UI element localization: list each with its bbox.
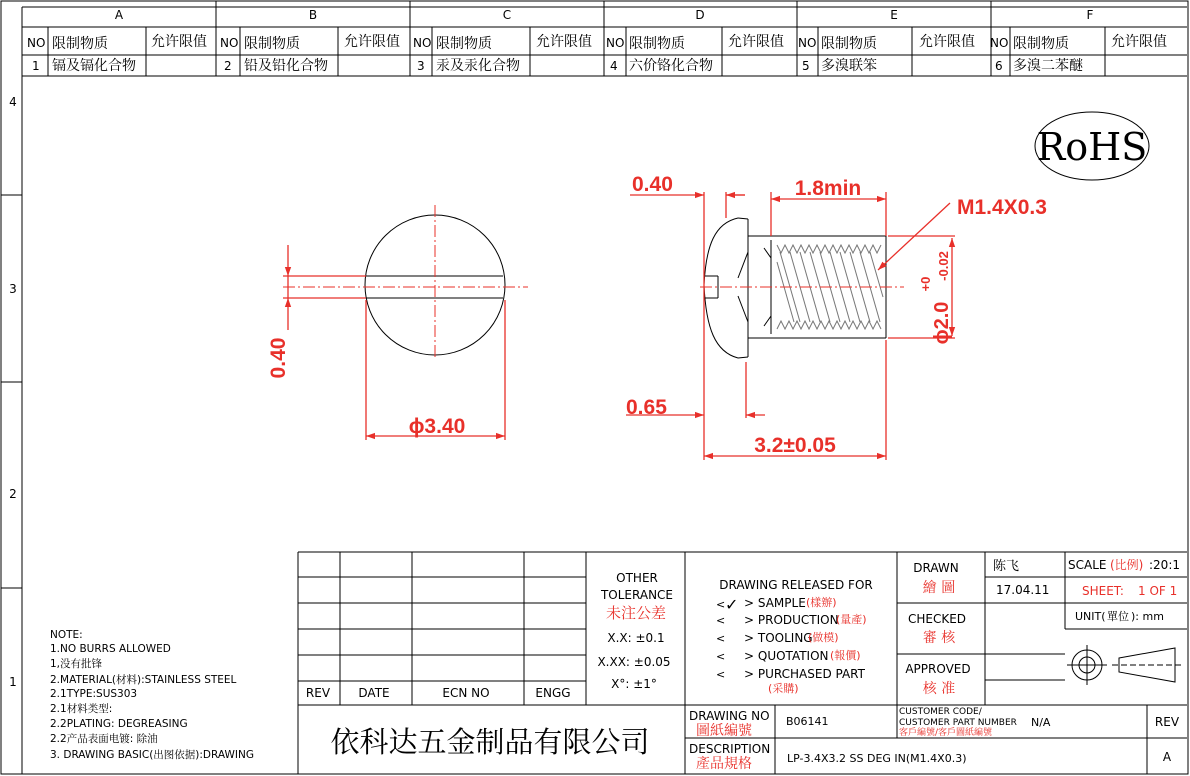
- header-limit-1: 允许限值: [151, 34, 207, 50]
- dim-shank-diameter: ϕ2.0: [931, 301, 953, 345]
- row-no-2: 2: [224, 59, 232, 73]
- rohs-label: RoHS: [1036, 125, 1148, 169]
- row-no-1: 1: [32, 59, 40, 73]
- header-substance-2: 限制物质: [244, 36, 300, 52]
- approved-label: APPROVED: [905, 662, 971, 676]
- release-purchased: [716, 667, 866, 695]
- rohs-mark: [1035, 112, 1149, 180]
- zone-col-f: F: [1086, 8, 1094, 22]
- drawing-no-cn: 圖紙編號: [696, 723, 752, 739]
- row-no-5: 5: [802, 59, 810, 73]
- header-substance-5: 限制物质: [821, 36, 877, 52]
- scale-cn: (比例): [1110, 558, 1144, 572]
- restricted-substances-table: [22, 7, 1187, 76]
- zone-row-3: 3: [9, 282, 17, 296]
- customer-line-2: CUSTOMER PART NUMBER: [899, 718, 1017, 728]
- note-0: NOTE:: [50, 629, 83, 641]
- note-2: 1,没有批锋: [50, 658, 103, 670]
- drawing-no-label: DRAWING NO: [689, 709, 770, 723]
- zone-col-d: D: [695, 8, 705, 22]
- release-title: DRAWING RELEASED FOR: [719, 578, 873, 592]
- row-no-6: 6: [995, 59, 1003, 73]
- tolerance-xx: X.X: ±0.1: [607, 631, 665, 645]
- release-cn: (采購): [768, 682, 799, 695]
- customer-line-1: CUSTOMER CODE/: [899, 707, 982, 717]
- dim-head-height: 0.40: [632, 173, 673, 196]
- note-5: 2.1材料类型:: [50, 703, 113, 715]
- header-substance-6: 限制物质: [1013, 36, 1069, 52]
- release-quotation: [716, 648, 861, 663]
- description-value: LP-3.4X3.2 SS DEG IN(M1.4X0.3): [787, 752, 967, 765]
- description-label: DESCRIPTION: [689, 742, 771, 756]
- release-cn: (樣辦): [806, 596, 837, 609]
- tolerance-title-1: OTHER: [616, 571, 658, 585]
- header-no-1: NO: [27, 36, 46, 50]
- notes: [50, 629, 254, 761]
- drawn-date: 17.04.11: [996, 583, 1050, 597]
- release-label: > PURCHASED PART: [744, 667, 865, 681]
- release-mark: <: [716, 598, 726, 611]
- header-substance-3: 限制物质: [436, 36, 492, 52]
- header-limit-3: 允许限值: [536, 34, 592, 50]
- release-cn: (做模): [808, 631, 839, 644]
- zone-col-e: E: [890, 8, 898, 22]
- release-sample: [716, 595, 837, 614]
- release-mark: <: [716, 614, 726, 627]
- rev-value: A: [1162, 750, 1172, 764]
- release-tooling: [716, 630, 839, 645]
- tolerance-title-2: TOLERANCE: [600, 588, 674, 602]
- approved-cn: 核 准: [922, 681, 956, 697]
- unit-label: UNIT(: [1075, 610, 1106, 623]
- rev-label: REV: [1154, 715, 1180, 729]
- release-label: > TOOLING: [744, 631, 813, 645]
- scale-label: SCALE: [1068, 558, 1107, 572]
- note-1: 1.NO BURRS ALLOWED: [50, 643, 171, 655]
- header-no-6: NO: [990, 36, 1009, 50]
- drawn-label: DRAWN: [913, 561, 959, 575]
- customer-value: N/A: [1031, 716, 1051, 729]
- dim-head-diameter: ϕ3.40: [408, 415, 466, 438]
- row-name-3: 汞及汞化合物: [436, 58, 520, 74]
- head-top-view: [267, 205, 528, 440]
- release-label: > PRODUCTION: [744, 613, 839, 627]
- dim-shank-tol-upper: +0: [918, 276, 933, 292]
- scale-value: :20:1: [1149, 558, 1180, 572]
- release-label: > SAMPLE: [744, 596, 806, 610]
- dim-slot-width: 0.40: [267, 337, 290, 379]
- drawing-frame: [1, 1, 1188, 774]
- tolerance-angle: X°: ±1°: [611, 677, 657, 691]
- header-substance-4: 限制物质: [629, 36, 685, 52]
- note-4: 2.1TYPE:SUS303: [50, 688, 138, 700]
- zone-row-4: 4: [9, 95, 17, 109]
- checked-cn: 審 核: [922, 630, 956, 646]
- tolerance-xxx: X.XX: ±0.05: [597, 655, 671, 669]
- header-no-5: NO: [798, 36, 817, 50]
- date-header: DATE: [358, 686, 390, 700]
- dim-thread-length: 1.8min: [794, 177, 862, 200]
- zone-col-b: B: [308, 8, 318, 22]
- header-no-3: NO: [413, 36, 432, 50]
- header-limit-6: 允许限值: [1111, 34, 1167, 50]
- title-block: [298, 552, 1187, 774]
- tolerance-title-cn: 未注公差: [605, 604, 667, 622]
- header-no-4: NO: [606, 36, 625, 50]
- zone-col-a: A: [114, 8, 124, 22]
- release-production: [716, 613, 867, 627]
- dim-shank-tol-lower: -0.02: [936, 251, 951, 281]
- note-8: 3. DRAWING BASIC(出图依据):DRAWING: [50, 749, 254, 761]
- note-3: 2.MATERIAL(材料):STAINLESS STEEL: [50, 674, 237, 686]
- row-name-4: 六价铬化合物: [629, 58, 713, 74]
- header-substance-1: 限制物质: [52, 36, 108, 52]
- sheet-value: 1 OF 1: [1138, 584, 1178, 598]
- header-limit-4: 允许限值: [728, 34, 784, 50]
- unit-value: ): mm: [1131, 610, 1164, 623]
- drawing-no-value: B06141: [786, 715, 829, 728]
- ecn-header: ECN NO: [442, 686, 490, 700]
- drawn-cn: 繪 圖: [922, 580, 956, 596]
- sheet-label: SHEET:: [1082, 584, 1124, 598]
- header-limit-5: 允许限值: [919, 34, 975, 50]
- screw-side-view: [626, 173, 1047, 460]
- customer-line-3: 客戶編號/客戶圖紙編號: [899, 728, 993, 738]
- row-no-3: 3: [417, 59, 425, 73]
- rev-header: REV: [305, 686, 331, 700]
- description-cn: 產品規格: [696, 756, 752, 772]
- third-angle-projection-icon: [1067, 645, 1182, 685]
- check-icon: ✓: [725, 595, 739, 614]
- header-limit-2: 允许限值: [344, 34, 400, 50]
- note-6: 2.2PLATING: DEGREASING: [50, 718, 188, 730]
- row-name-1: 镉及镉化合物: [52, 58, 136, 74]
- release-mark: <: [716, 650, 726, 663]
- dim-thread-spec: M1.4X0.3: [957, 196, 1047, 219]
- checked-label: CHECKED: [907, 612, 967, 626]
- row-name-5: 多溴联笨: [821, 58, 877, 74]
- note-7: 2.2产品表面电镀: 除油: [50, 733, 158, 745]
- row-name-6: 多溴二苯醚: [1013, 58, 1083, 74]
- row-name-2: 铅及铅化合物: [244, 58, 328, 74]
- zone-row-1: 1: [9, 675, 17, 689]
- drawn-name: 陈飞: [993, 559, 1020, 574]
- release-label: > QUOTATION: [744, 649, 829, 663]
- zone-col-c: C: [502, 8, 512, 22]
- dim-neck: 0.65: [626, 396, 667, 419]
- release-mark: <: [716, 632, 726, 645]
- unit-cn: 單位: [1107, 610, 1129, 623]
- release-mark: <: [716, 668, 726, 681]
- header-no-2: NO: [220, 36, 239, 50]
- zone-row-2: 2: [9, 487, 17, 501]
- release-cn: (報價): [830, 649, 861, 662]
- dim-total-length: 3.2±0.05: [754, 434, 836, 457]
- release-cn: (量產): [836, 613, 867, 626]
- company-name: 依科达五金制品有限公司: [330, 725, 650, 759]
- engg-header: ENGG: [535, 686, 571, 700]
- row-no-4: 4: [610, 59, 618, 73]
